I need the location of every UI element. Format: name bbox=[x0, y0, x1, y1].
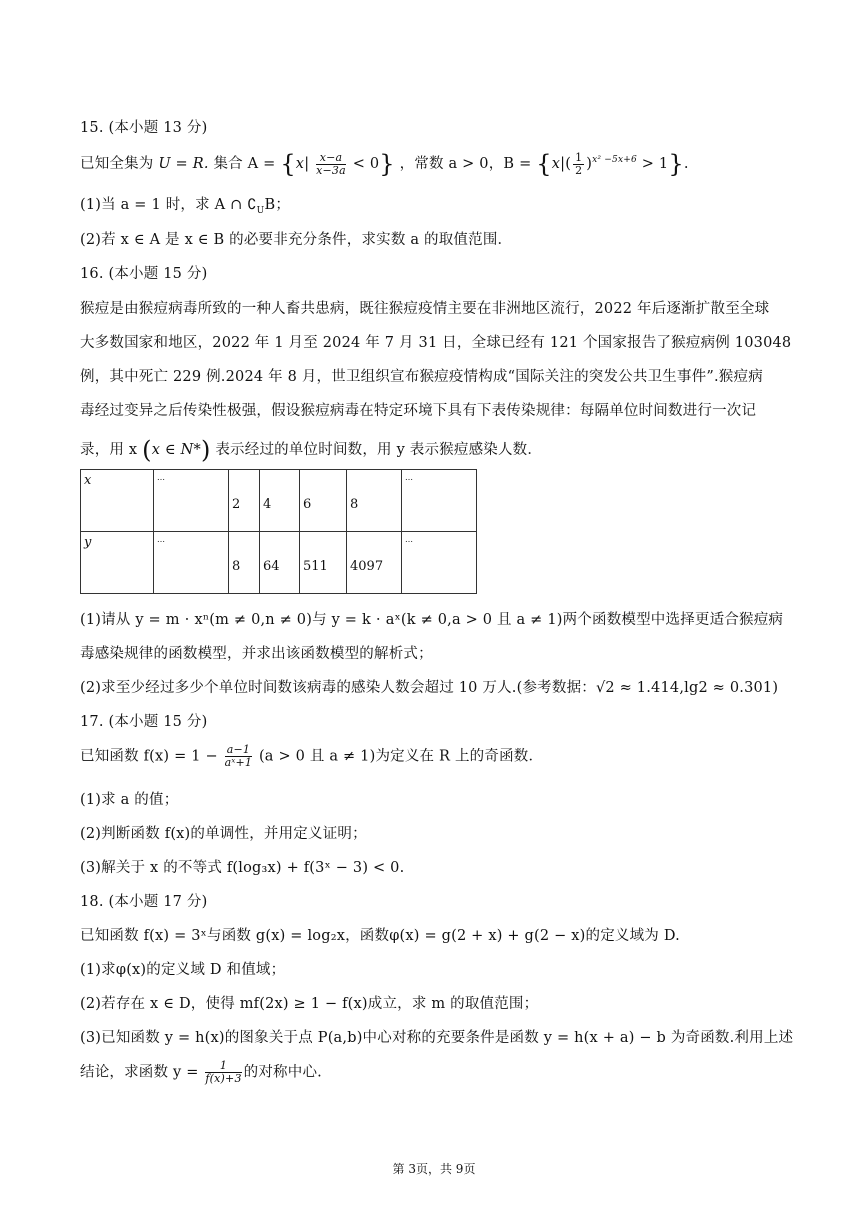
q15-exponent: x² −5x+6 bbox=[592, 155, 637, 166]
q15-part1: (1)当 a = 1 时，求 A ∩ $∁_UB$； bbox=[80, 197, 291, 216]
table-row bbox=[81, 532, 477, 594]
q18-fraction: $\frac{1}{f(x)+3}$ bbox=[205, 1059, 242, 1085]
table-cell: y bbox=[81, 532, 154, 594]
q15-stem-text: 已知全集为 bbox=[80, 156, 154, 172]
q16-para-line: 猴痘是由猴痘病毒所致的一种人畜共患病，既往猴痘疫情主要在非洲地区流行，2022 年后逐渐扩散至全球 bbox=[80, 301, 770, 317]
table-cell: 64 bbox=[260, 532, 300, 594]
q16-para-line: 例，其中死亡 229 例.2024 年 8 月，世卫组织宣布猴痘疫情构成“国际关注的突发公共卫生事件”.猴痘病 bbox=[80, 369, 763, 385]
q17-part2: (2)判断函数 f(x)的单调性，并用定义证明； bbox=[80, 826, 367, 842]
q15-stem: 已知全集为 U = R. 集合 A = {x| $\frac{x-a}{x-3a}$ < 0} ，常数 a > 0，B = {x|( $\frac{1}{2}$ )$^{x^2 -5x+6}$ > 1}. bbox=[80, 150, 689, 178]
q17-stem: 已知函数 f(x) = 1 − $\frac{a-1}{\text{aˣ+1}}$ (a > 0 且 a ≠ 1)为定义在 R 上的奇函数． bbox=[80, 743, 544, 769]
q18-part3-line2: 结论，求函数 y = $\frac{1}{f(x)+3}$ 的对称中心. bbox=[80, 1059, 322, 1085]
q16-part1-line2: 毒感染规律的函数模型，并求出该函数模型的解析式； bbox=[80, 646, 433, 662]
table-cell: … bbox=[402, 470, 477, 532]
q16-para-line: 大多数国家和地区，2022 年 1 月至 2024 年 7 月 31 日，全球已经有 121 个国家报告了猴痘病例 103048 bbox=[80, 335, 792, 351]
table-cell: … bbox=[154, 532, 229, 594]
q16-part2: (2)求至少经过多少个单位时间数该病毒的感染人数会超过 10 万人.(参考数据：√2 ≈ 1.414,lg2 ≈ 0.301) bbox=[80, 680, 779, 696]
page-footer: 第 3页，共 9页 bbox=[392, 1162, 476, 1176]
table-cell: 2 bbox=[229, 470, 260, 532]
table-cell: … bbox=[402, 532, 477, 594]
q16-header: 16. (本小题 15 分) bbox=[80, 266, 208, 282]
q18-stem: 已知函数 f(x) = 3ˣ与函数 g(x) = log₂x，函数φ(x) = g(2 + x) + g(2 − x)的定义域为 D. bbox=[80, 928, 680, 944]
q18-header: 18. (本小题 17 分) bbox=[80, 894, 208, 910]
table-row bbox=[81, 470, 477, 532]
q17-part1: (1)求 a 的值； bbox=[80, 792, 179, 808]
q16-part1-line1: (1)请从 y = m ⋅ xⁿ(m ≠ 0,n ≠ 0)与 y = k ⋅ aˣ(k ≠ 0,a > 0 且 a ≠ 1)两个函数模型中选择更适合猴痘病 bbox=[80, 612, 784, 628]
table-cell: 4 bbox=[260, 470, 300, 532]
table-cell: 8 bbox=[229, 532, 260, 594]
q18-part2: (2)若存在 x ∈ D，使得 mf(2x) ≥ 1 − f(x)成立，求 m 的取值范围； bbox=[80, 996, 539, 1012]
table-cell: x bbox=[81, 470, 154, 532]
table-cell: 6 bbox=[300, 470, 347, 532]
table-cell: 4097 bbox=[347, 532, 402, 594]
q17-fraction: $\frac{a-1}{\text{aˣ+1}}$ bbox=[224, 743, 253, 769]
table-cell: 511 bbox=[300, 532, 347, 594]
q16-data-table bbox=[80, 469, 477, 594]
q16-para-last: 录，用 x (x ∈ N*) 表示经过的单位时间数，用 y 表示猴痘感染人数． bbox=[80, 436, 543, 464]
q15-setA-prefix: 集合 A = bbox=[213, 156, 276, 172]
q15-setA-fraction: $\frac{x-a}{x-3a}$ bbox=[316, 150, 346, 177]
q16-para-line: 毒经过变异之后传染性极强，假设猴痘病毒在特定环境下具有下表传染规律：每隔单位时间数进行一次记 bbox=[80, 403, 757, 419]
q18-part3-line1: (3)已知函数 y = h(x)的图象关于点 P(a,b)中心对称的充要条件是函数 y = h(x + a) − b 为奇函数.利用上述 bbox=[80, 1030, 794, 1046]
q15-const: ，常数 a > 0，B = bbox=[399, 156, 532, 172]
q15-universal-set: U = R. bbox=[158, 156, 209, 172]
q17-header: 17. (本小题 15 分) bbox=[80, 714, 208, 730]
q15-part2: (2)若 x ∈ A 是 x ∈ B 的必要非充分条件，求实数 a 的取值范围． bbox=[80, 232, 513, 248]
table-cell: 8 bbox=[347, 470, 402, 532]
table-cell: … bbox=[154, 470, 229, 532]
q18-part1: (1)求φ(x)的定义域 D 和值域； bbox=[80, 962, 286, 978]
q17-part3: (3)解关于 x 的不等式 f(log₃x) + f(3ˣ − 3) < 0. bbox=[80, 860, 405, 876]
q15-half-fraction: $\frac{1}{2}$ bbox=[575, 150, 583, 177]
q15-header: 15. (本小题 13 分) bbox=[80, 120, 208, 136]
